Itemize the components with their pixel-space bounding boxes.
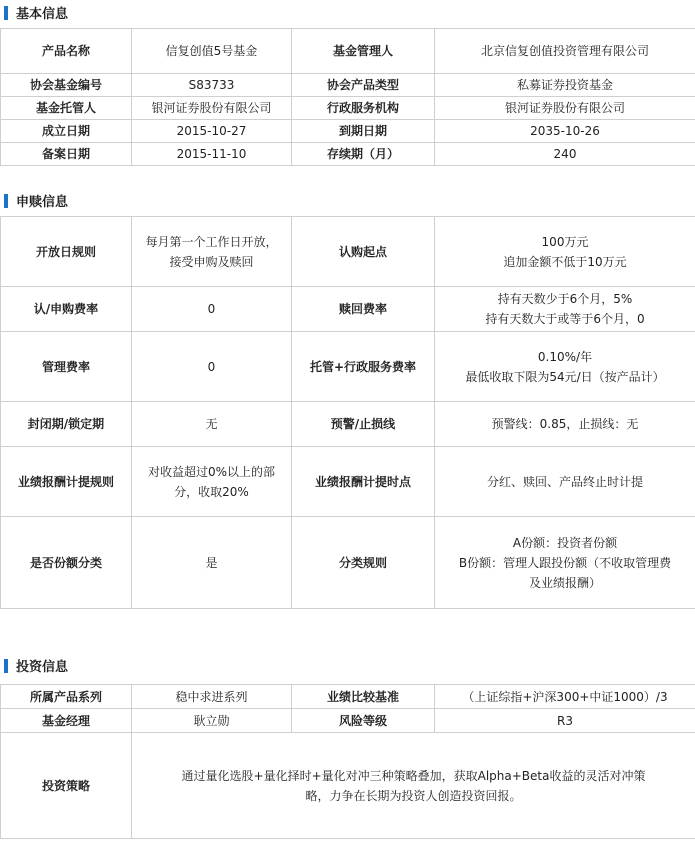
field-value <box>132 74 292 97</box>
field-value-text: （上证综指+沪深300+中证1000）/3 <box>462 689 668 704</box>
field-value-text: 最低收取下限为54元/日（按产品计） <box>465 369 665 384</box>
field-value <box>435 447 695 517</box>
field-value-text: 2015-11-10 <box>176 147 247 161</box>
field-label-text: 预警/止损线 <box>330 417 396 431</box>
field-value <box>132 29 292 74</box>
field-value <box>435 685 695 709</box>
subscription-table <box>0 216 695 609</box>
field-value-text: 分，收取20% <box>174 484 249 499</box>
field-value-text: 是 <box>205 555 218 570</box>
table-row <box>1 97 695 120</box>
table-row <box>1 709 695 733</box>
field-label-text: 成立日期 <box>41 124 90 138</box>
field-label-text: 业绩比较基准 <box>326 689 399 704</box>
table-row <box>1 332 695 402</box>
field-value-text: 及业绩报酬） <box>528 575 601 590</box>
field-label-text: 业绩报酬计提规则 <box>17 474 114 489</box>
table-row <box>1 685 695 709</box>
section-marker-icon <box>4 6 8 20</box>
section-marker-icon <box>4 659 8 673</box>
field-value <box>132 709 292 733</box>
field-label <box>292 447 435 517</box>
field-label <box>1 447 132 517</box>
field-value <box>132 217 292 287</box>
field-label <box>1 709 132 733</box>
table-row <box>1 402 695 447</box>
table-row <box>1 29 695 74</box>
field-value-text: 无 <box>205 417 218 431</box>
field-label <box>292 402 435 447</box>
section-title-text: 基本信息 <box>16 7 69 22</box>
field-value-text: R3 <box>557 713 573 728</box>
field-value-text: 每月第一个工作日开放， <box>145 234 278 249</box>
field-value <box>132 517 292 609</box>
field-value <box>435 120 695 143</box>
field-value-text: 私募证券投资基金 <box>516 78 613 92</box>
field-value <box>132 685 292 709</box>
field-value-text: 对收益超过0%以上的部 <box>147 464 276 479</box>
field-value-text: 240 <box>553 147 577 161</box>
field-value <box>435 143 695 166</box>
table-row <box>1 447 695 517</box>
field-label <box>1 685 132 709</box>
field-label-text: 赎回费率 <box>338 302 387 316</box>
field-value <box>435 97 695 120</box>
field-label-text: 分类规则 <box>338 555 387 570</box>
field-label <box>292 287 435 332</box>
field-value-text: 耿立勋 <box>193 713 230 728</box>
table-row <box>1 287 695 332</box>
field-value <box>435 709 695 733</box>
field-label <box>292 120 435 143</box>
section-title-text: 投资信息 <box>16 660 69 675</box>
field-label <box>292 517 435 609</box>
field-value-text: 北京信复创值投资管理有限公司 <box>480 44 649 58</box>
section-title-text: 申赎信息 <box>16 195 69 210</box>
field-label <box>1 143 132 166</box>
field-label <box>1 74 132 97</box>
field-value-text: 追加金额不低于10万元 <box>503 254 627 269</box>
field-value <box>435 287 695 332</box>
field-value <box>132 332 292 402</box>
field-value-text: 分红、赎回、产品终止时计提 <box>486 474 643 489</box>
field-value <box>435 517 695 609</box>
field-value <box>435 74 695 97</box>
section-marker-icon <box>4 194 8 208</box>
field-label-text: 基金管理人 <box>332 44 393 58</box>
field-label <box>1 402 132 447</box>
field-label <box>292 685 435 709</box>
field-label-text: 存续期（月） <box>326 147 399 161</box>
field-label-text: 行政服务机构 <box>326 101 399 115</box>
field-label <box>1 217 132 287</box>
field-label <box>1 97 132 120</box>
field-value-text: B份额：管理人跟投份额（不收取管理费 <box>458 555 672 570</box>
field-value <box>132 447 292 517</box>
field-label <box>292 74 435 97</box>
field-label <box>1 120 132 143</box>
table-row <box>1 217 695 287</box>
field-value-text: 稳中求进系列 <box>175 689 248 704</box>
field-label-text: 业绩报酬计提时点 <box>314 474 411 489</box>
table-row <box>1 517 695 609</box>
field-value-text: 0.10%/年 <box>537 349 593 364</box>
field-value-text: 通过量化选股+量化择时+量化对冲三种策略叠加，获取Alpha+Beta收益的灵活对冲策 <box>181 768 646 783</box>
field-label-text: 到期日期 <box>338 124 387 138</box>
field-label <box>292 29 435 74</box>
field-label-text: 备案日期 <box>41 147 90 161</box>
field-value <box>132 402 292 447</box>
field-label <box>292 332 435 402</box>
field-value-text: A份额：投资者份额 <box>512 535 618 550</box>
field-value-text: 2015-10-27 <box>176 124 247 138</box>
field-label-text: 产品名称 <box>41 44 90 58</box>
field-label-text: 开放日规则 <box>35 244 96 259</box>
field-value-text: 接受申购及赎回 <box>169 254 254 269</box>
table-row <box>1 143 695 166</box>
field-label <box>292 143 435 166</box>
field-value-text: 0 <box>207 302 216 316</box>
field-value-text: 银河证券股份有限公司 <box>504 101 625 115</box>
field-value-text: 100万元 <box>541 234 589 249</box>
field-label <box>292 709 435 733</box>
table-row <box>1 733 695 839</box>
field-value-text: 略，力争在长期为投资人创造投资回报。 <box>305 788 522 803</box>
field-label-text: 所属产品系列 <box>29 689 102 704</box>
field-value-text: 银河证券股份有限公司 <box>151 101 272 115</box>
investment-table <box>0 684 695 839</box>
field-label <box>292 217 435 287</box>
field-label <box>1 332 132 402</box>
field-value-text: 预警线：0.85，止损线：无 <box>491 417 639 431</box>
field-value <box>435 402 695 447</box>
field-value-text: S83733 <box>188 78 235 92</box>
field-label-text: 认/申购费率 <box>33 302 99 316</box>
basic-info-section-title <box>0 5 68 25</box>
field-label <box>1 733 132 839</box>
field-value <box>132 143 292 166</box>
field-label-text: 是否份额分类 <box>29 555 102 570</box>
field-label-text: 托管+行政服务费率 <box>309 359 417 374</box>
table-row <box>1 120 695 143</box>
field-label-text: 封闭期/锁定期 <box>27 417 105 431</box>
field-label-text: 基金托管人 <box>35 101 96 115</box>
field-label-text: 投资策略 <box>41 778 90 793</box>
field-value <box>132 97 292 120</box>
field-value-text: 持有天数少于6个月，5% <box>497 292 633 306</box>
field-value <box>132 120 292 143</box>
field-value <box>435 29 695 74</box>
field-value <box>435 217 695 287</box>
field-label-text: 管理费率 <box>41 359 90 374</box>
strategy-text <box>132 733 695 839</box>
field-value-text: 持有天数大于或等于6个月，0 <box>485 312 645 326</box>
field-value-text: 2035-10-26 <box>530 124 600 138</box>
field-value <box>132 287 292 332</box>
field-label-text: 风险等级 <box>338 713 387 728</box>
field-label-text: 基金经理 <box>41 713 90 728</box>
field-value-text: 0 <box>207 359 216 374</box>
field-value <box>435 332 695 402</box>
subscription-section-title <box>0 193 68 213</box>
investment-section-title <box>0 658 68 678</box>
field-label <box>292 97 435 120</box>
field-label <box>1 287 132 332</box>
field-label <box>1 517 132 609</box>
table-row <box>1 74 695 97</box>
field-label-text: 认购起点 <box>338 244 387 259</box>
basic-info-table <box>0 28 695 166</box>
field-value-text: 信复创值5号基金 <box>165 44 258 58</box>
field-label-text: 协会基金编号 <box>29 78 102 92</box>
field-label <box>1 29 132 74</box>
field-label-text: 协会产品类型 <box>326 78 399 92</box>
